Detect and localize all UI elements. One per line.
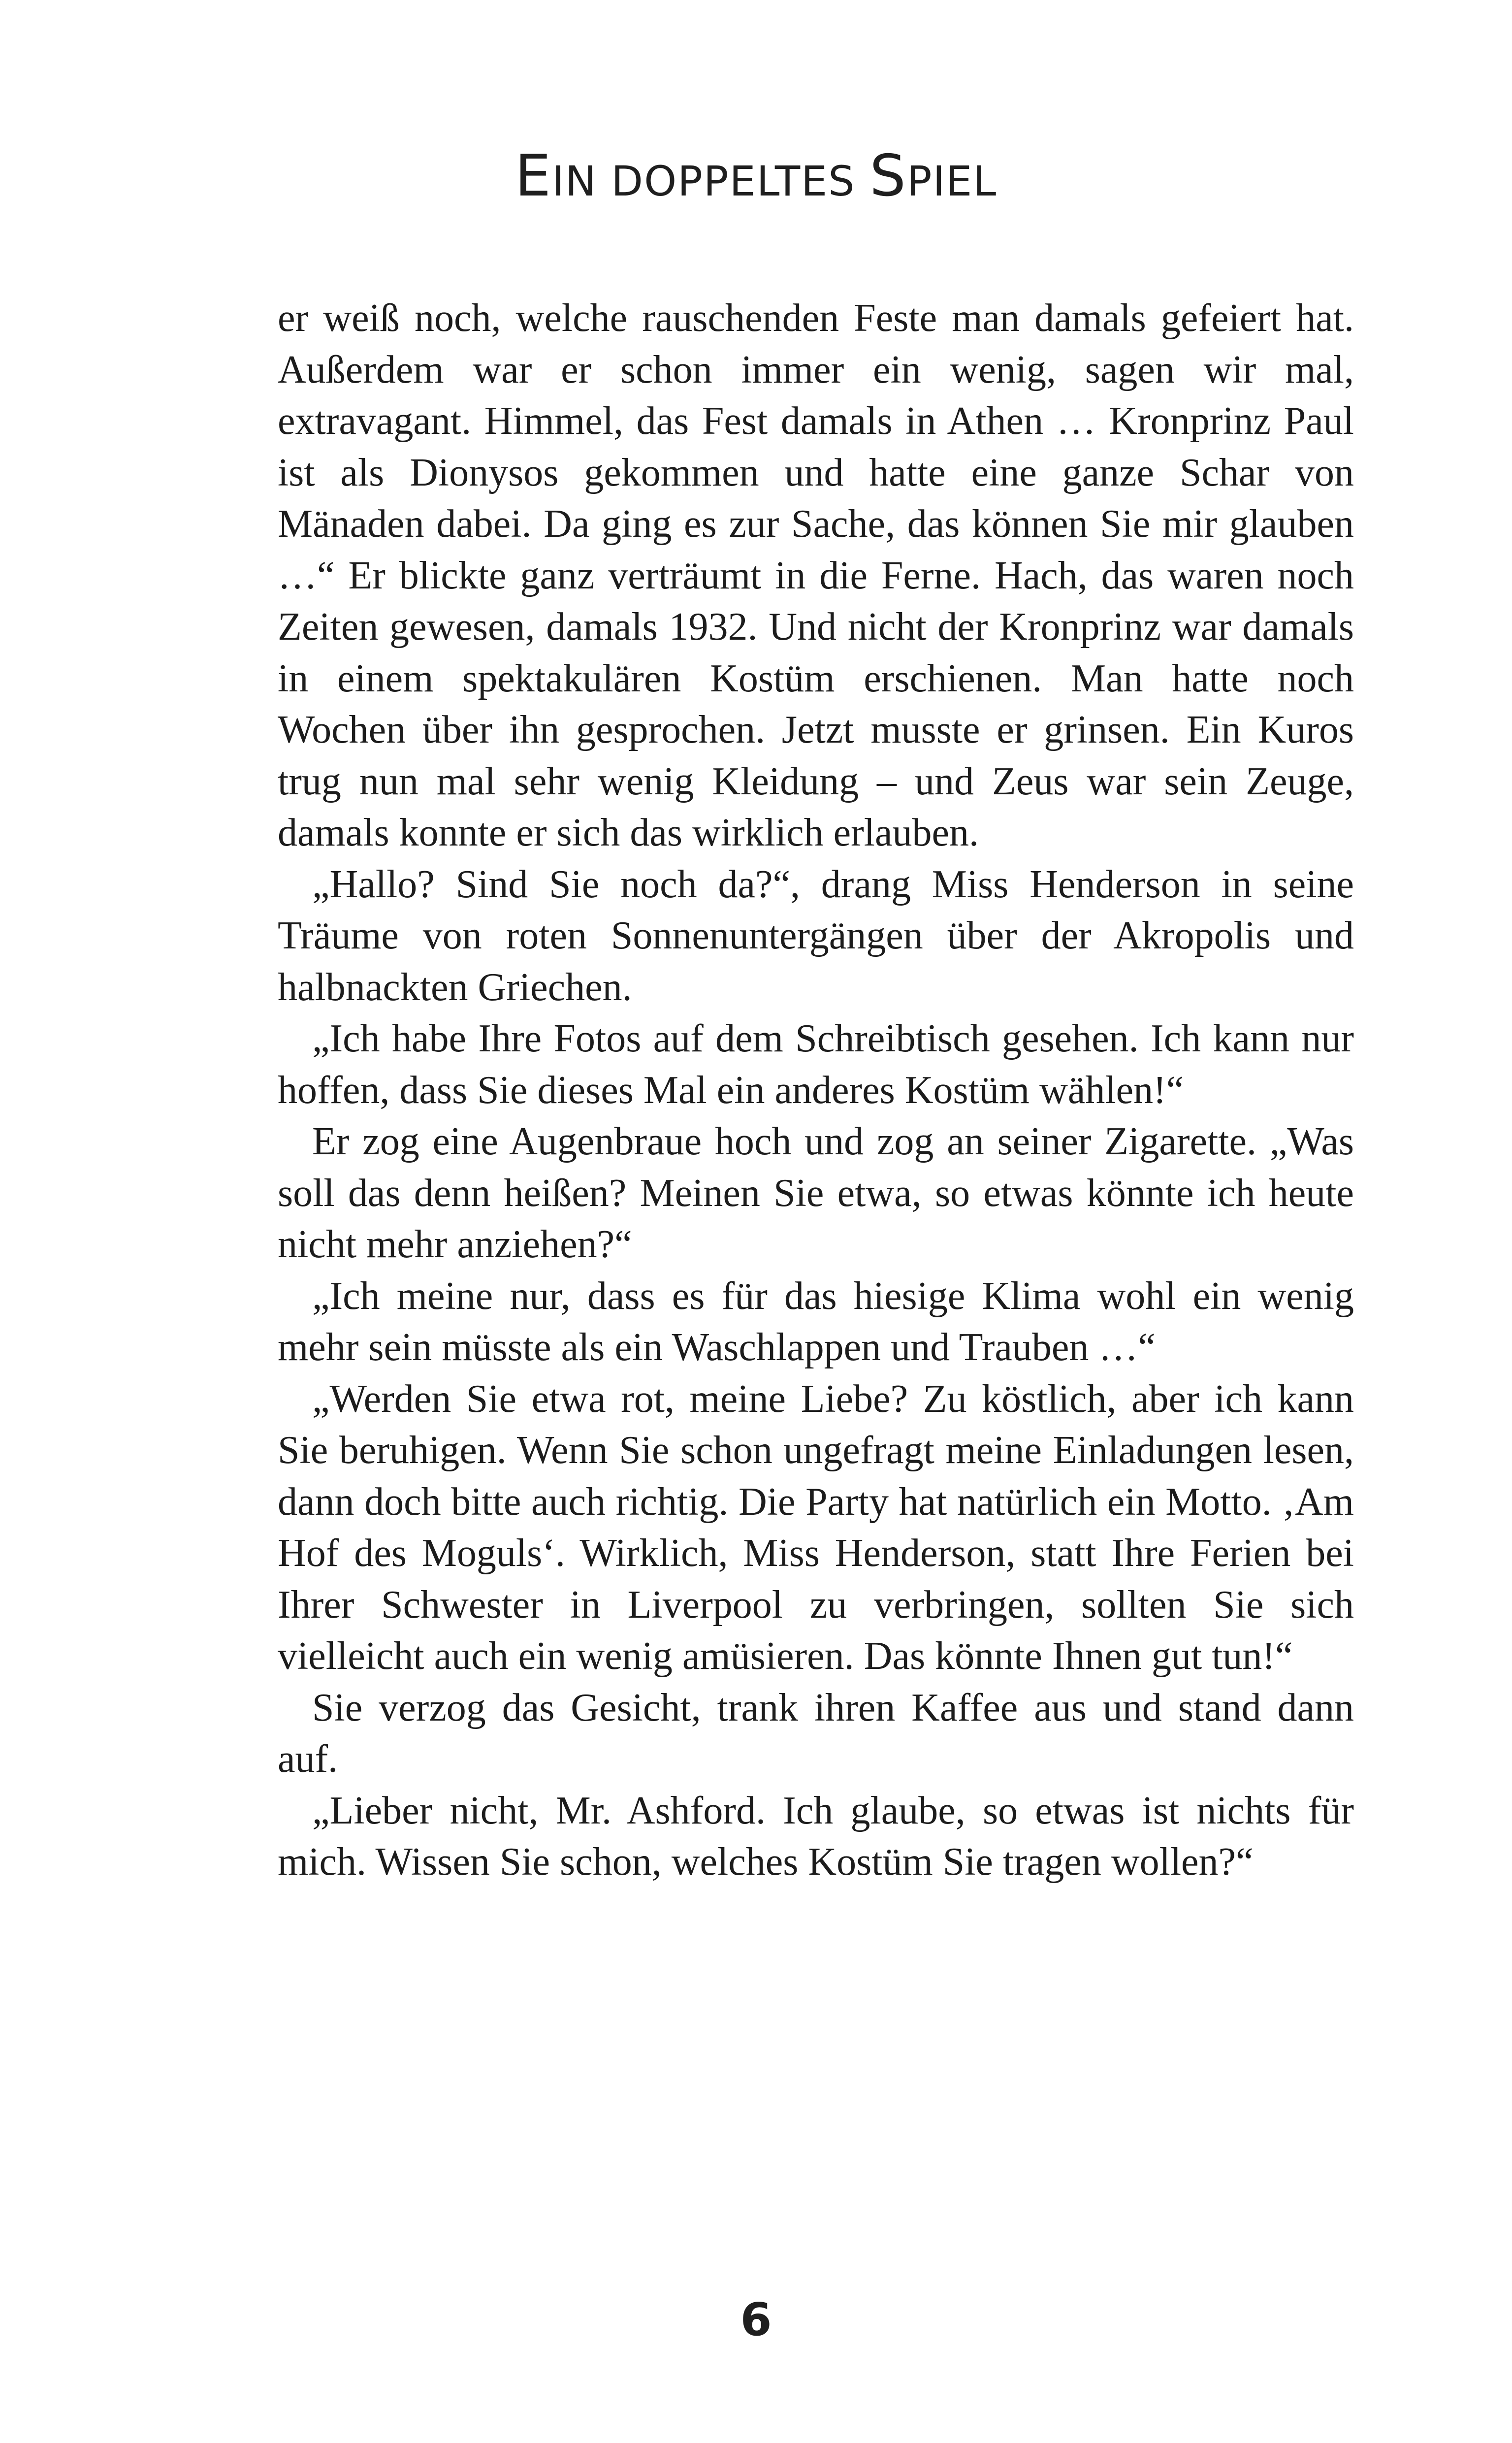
title-rest-1: IN DOPPELTES: [552, 157, 870, 205]
page-number: 6: [740, 2293, 772, 2346]
paragraph-4: Er zog eine Augenbraue hoch und zog an seiner Zigarette. „Was soll das denn heißen? Meinen Sie etwa, so etwas könnte ich heute nicht mehr anziehen?“: [278, 1120, 1354, 1266]
paragraph-5: „Ich meine nur, dass es für das hiesige Klima wohl ein wenig mehr sein müsste als ein Waschlappen und Trauben …“: [278, 1274, 1354, 1369]
paragraph-7: Sie verzog das Gesicht, trank ihren Kaffee aus und stand dann auf.: [278, 1686, 1354, 1781]
paragraph-8: „Lieber nicht, Mr. Ashford. Ich glaube, so etwas ist nichts für mich. Wissen Sie schon, welches Kostüm Sie tragen wollen?“: [278, 1789, 1354, 1884]
paragraph-1: er weiß noch, welche rauschenden Feste man damals gefeiert hat. Außerdem war er schon immer ein wenig, sagen wir mal, extravagant. Himmel, das Fest damals in Athen … Kronprinz Paul ist als Dionysos gekommen und hatte eine ganze Schar von Mänaden dabei. Da ging es zur Sache, das können Sie mir glauben …“ Er blickte ganz verträumt in die Ferne. Hach, das waren noch Zeiten gewesen, damals 1932. Und nicht der Kronprinz war damals in einem spektakulären Kostüm erschienen. Man hatte noch Wochen über ihn gesprochen. Jetzt musste er grinsen. Ein Kuros trug nun mal sehr wenig Kleidung – und Zeus war sein Zeuge, damals konnte er sich das wirklich erlauben.: [278, 296, 1354, 854]
title-initial-2: S: [869, 143, 907, 209]
paragraph-6: „Werden Sie etwa rot, meine Liebe? Zu köstlich, aber ich kann Sie beruhigen. Wenn Sie schon ungefragt meine Einladungen lesen, dann doch bitte auch richtig. Die Party hat natürlich ein Motto. ‚Am Hof des Moguls‘. Wirklich, Miss Henderson, statt Ihre Ferien bei Ihrer Schwester in Liverpool zu verbringen, sollten Sie sich vielleicht auch ein wenig amüsieren. Das könnte Ihnen gut tun!“: [278, 1377, 1354, 1678]
title-initial-1: E: [515, 143, 552, 209]
body-text: [278, 293, 1354, 1888]
paragraph-3: „Ich habe Ihre Fotos auf dem Schreibtisch gesehen. Ich kann nur hoffen, dass Sie dieses Mal ein anderes Kostüm wählen!“: [278, 1017, 1354, 1112]
running-head-title: [0, 143, 1512, 209]
paragraph-2: „Hallo? Sind Sie noch da?“, drang Miss Henderson in seine Träume von roten Sonnenuntergängen über der Akropolis und halbnackten Griechen.: [278, 862, 1354, 1009]
title-rest-2: PIEL: [906, 157, 997, 205]
